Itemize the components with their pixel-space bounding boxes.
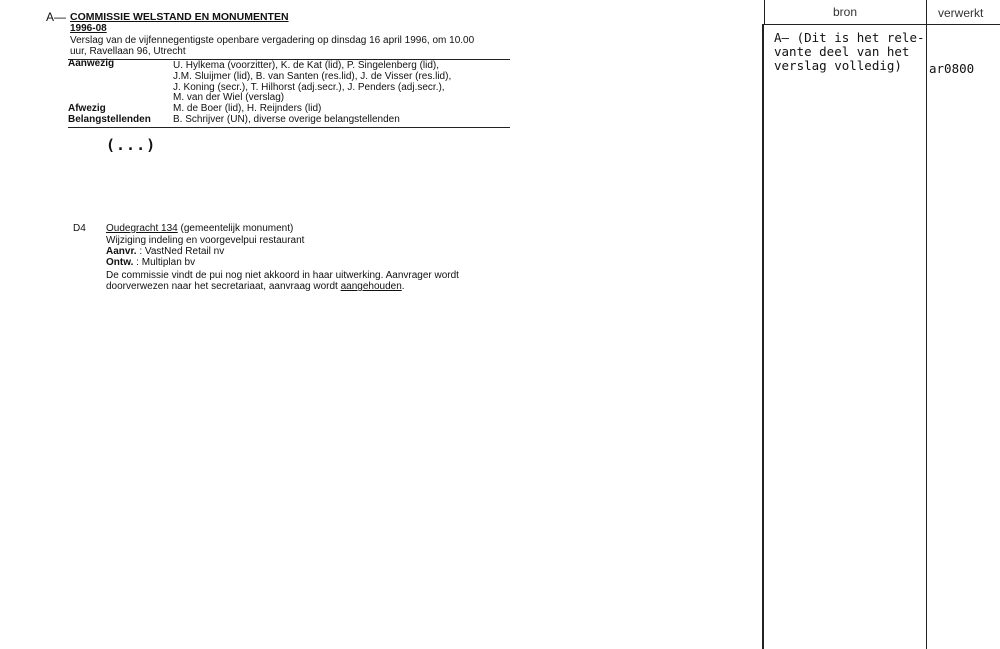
designer-value: : Multiplan bv: [133, 257, 196, 268]
committee-title: COMMISSIE WELSTAND EN MONUMENTEN: [70, 11, 289, 23]
stakeholders-label: Belangstellenden: [68, 114, 151, 125]
absent-label: Afwezig: [68, 103, 106, 114]
present-label: Aanwezig: [68, 58, 115, 69]
margin-mark: A—: [46, 10, 67, 24]
item-designer: [106, 257, 195, 268]
applicant-value: : VastNed Retail nv: [136, 246, 225, 257]
item-description: Wijziging indeling en voorgevelpui restaurant: [106, 235, 305, 246]
report-line-1: Verslag van de vijfennegentigste openbare vergadering op dinsdag 16 april 1996, om 10.00: [70, 35, 475, 46]
item-text-end: .: [401, 281, 405, 292]
present-line-4: M. van der Wiel (verslag): [173, 92, 285, 103]
absent-value: M. de Boer (lid), H. Reijnders (lid): [173, 103, 322, 114]
sidebar-left-border: [764, 0, 765, 24]
item-title: [106, 223, 293, 234]
omission-ellipsis: (...): [106, 136, 157, 154]
present-line-3: J. Koning (secr.), T. Hilhorst (adj.secr.), J. Penders (adj.secr.),: [173, 82, 445, 93]
sidebar-note-line-1: A— (Dit is het rele-: [774, 30, 925, 45]
sidebar-left-rule: [762, 24, 764, 649]
report-line-2: uur, Ravellaan 96, Utrecht: [70, 46, 186, 57]
column-processed-header: verwerkt: [938, 6, 984, 20]
item-status: aangehouden: [340, 281, 402, 292]
item-text-line-2: [106, 281, 405, 292]
meeting-number: 1996-08: [70, 23, 107, 34]
designer-label: Ontw.: [106, 257, 134, 268]
item-address-note: (gemeentelijk monument): [177, 223, 294, 234]
sidebar-note-line-2: vante deel van het: [774, 44, 910, 59]
applicant-label: Aanvr.: [106, 246, 137, 257]
item-text-main: doorverwezen naar het secretariaat, aanvraag wordt: [106, 281, 341, 292]
sidebar-divider: [926, 0, 927, 649]
sidebar-code: ar0800: [929, 61, 975, 76]
item-text-line-1: De commissie vindt de pui nog niet akkoord in haar uitwerking. Aanvrager wordt: [106, 270, 459, 281]
sidebar-header-rule: [764, 24, 1000, 25]
item-address: Oudegracht 134: [106, 223, 178, 234]
item-applicant: [106, 246, 224, 257]
present-line-1: U. Hylkema (voorzitter), K. de Kat (lid), P. Singelenberg (lid),: [173, 60, 440, 71]
stakeholders-value: B. Schrijver (UN), diverse overige belangstellenden: [173, 114, 400, 125]
column-source-header: bron: [833, 5, 858, 19]
present-line-2: J.M. Sluijmer (lid), B. van Santen (res.lid), J. de Visser (res.lid),: [173, 71, 452, 82]
item-code: D4: [73, 223, 86, 234]
sidebar-note-line-3: verslag volledig): [774, 58, 902, 73]
attendance-rule: [68, 127, 510, 128]
